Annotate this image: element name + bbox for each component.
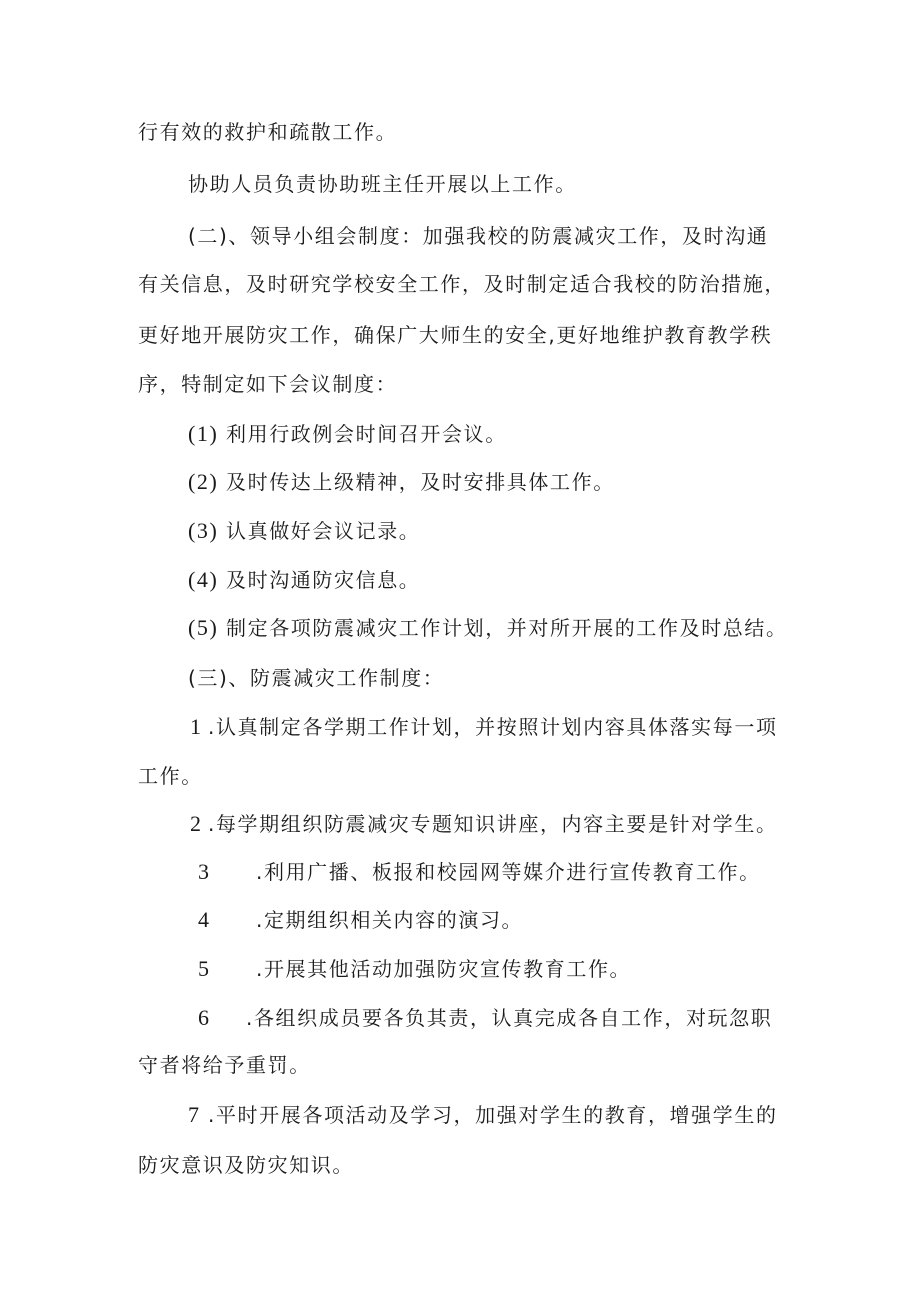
item-text: .各组织成员要各负其责，认真完成各自工作，对玩忽职 [246,1006,773,1030]
item-text: 利用行政例会时间召开会议。 [226,422,507,446]
item-text: .开展其他活动加强防灾宣传教育工作。 [256,957,632,981]
item-text-continued: 工作。 [138,764,203,788]
item-text: .定期组织相关内容的演习。 [256,908,524,932]
item-text: 认真做好会议记录。 [226,519,421,543]
item-text: 及时沟通防灾信息。 [226,568,421,592]
item-text: .认真制定各学期工作计划，并按照计划内容具体落实每一项 [208,715,778,739]
item-text: .利用广播、板报和校园网等媒介进行宣传教育工作。 [256,860,761,884]
item-number: (4) [188,567,219,592]
item-text: .每学期组织防震减灾专题知识讲座，内容主要是针对学生。 [208,812,778,836]
item-number: 2 [190,811,203,836]
item-text: .平时开展各项活动及学习，加强对学生的教育，增强学生的 [208,1103,778,1127]
item-text-continued: 防灾意识及防灾知识。 [138,1153,354,1177]
document-page: 行有效的救护和疏散工作。 协助人员负责协助班主任开展以上工作。 (二)、领导小组会制度：加强我校的防震减灾工作，及时沟通 有关信息，及时研究学校安全工作，及时制定适合我校的防治措施， 更好地开展防灾工作，确保广大师生的安全,更好地维护教育教学秩 序，特制定如下会议制度： (1) 利用行政例会时间召开会议。 (2) 及时传达上级精神，及时安排具体工作。 (3) 认真做好会议记录。 (4) 及时沟通防灾信息。 (5) 制定各项防震减灾工作计划，并对所开展的工作及时总结。 (三)、防震减灾工作制度： 1 .认真制定各学期工作计划，并按照计划内容具体落实每一项 工作。 2 .每学期组织防震减灾专题知识讲座，内容主要是针对学生。 3 .利用广播、板报和校园网等媒介进行宣传教育工作。 4 .定期组织相关内容的演习。 5 .开展其他活动加强防灾宣传教育工作。 6 .各组织成员要各负其责，认真完成各自工作，对玩忽职 守者将给予重罚。 7 .平时开展各项活动及学习，加强对学生的教育，增强学生的 防灾意识及防灾知识。 [0,0,920,1301]
item-text: 制定各项防震减灾工作计划，并对所开展的工作及时总结。 [226,616,788,640]
item-number: 7 [188,1102,201,1127]
item-number: (1) [188,421,219,446]
item-number: (3) [188,518,219,543]
item-number: 1 [190,714,203,739]
item-number: 3 [198,859,211,884]
item-number: (5) [188,615,219,640]
item-text: 及时传达上级精神，及时安排具体工作。 [226,470,615,494]
item-number: 5 [198,956,211,981]
item-text-continued: 守者将给予重罚。 [138,1053,311,1077]
item-number: 4 [198,907,211,932]
item-number: 6 [198,1005,211,1030]
item-number: (2) [188,469,219,494]
